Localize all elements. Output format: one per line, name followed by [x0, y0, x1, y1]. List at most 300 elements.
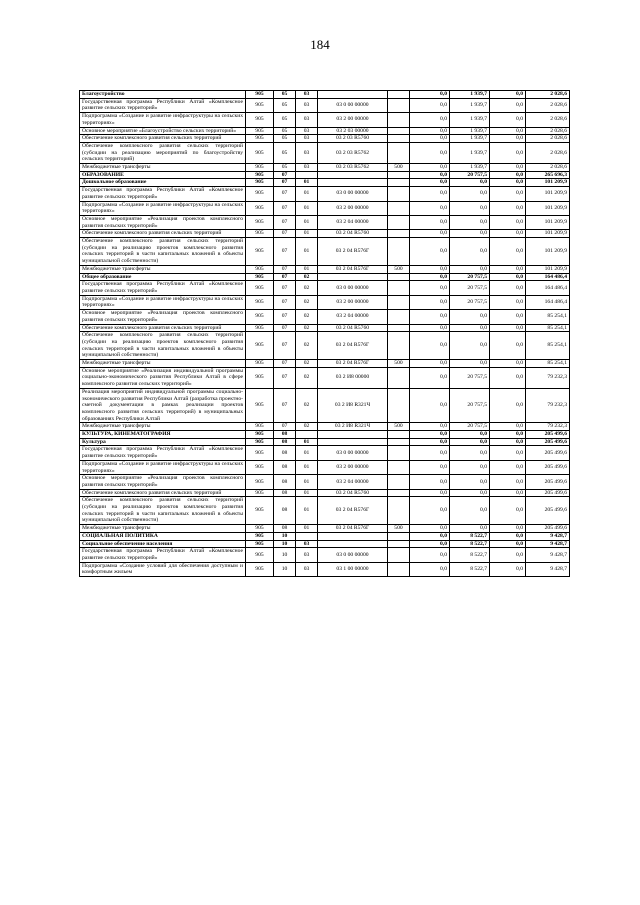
row-target-article-cell: 03 2 03 R5760	[318, 135, 388, 143]
row-value-4-cell: 164 486,4	[526, 273, 570, 281]
row-target-article-cell: 03 2 04 R576Г	[318, 497, 388, 525]
row-expense-type-cell: 500	[388, 265, 410, 273]
row-value-1-cell: 0,0	[410, 171, 450, 179]
table-row	[80, 135, 570, 143]
row-value-3-cell: 0,0	[490, 388, 526, 423]
row-subsection-cell: 02	[296, 324, 318, 332]
row-name-cell: Обеспечение комплексного развития сельских территорий (субсидии на реализацию мероприятий по благоустройству сельских территорий)	[80, 142, 246, 163]
row-subsection-cell: 02	[296, 310, 318, 324]
row-value-4-cell: 2 028,6	[526, 135, 570, 143]
row-section-cell: 10	[274, 532, 296, 540]
row-expense-type-cell	[388, 98, 410, 112]
row-grbs-cell: 905	[246, 310, 274, 324]
table-row	[80, 295, 570, 309]
row-value-2-cell: 20 757,5	[450, 171, 490, 179]
budget-table	[79, 90, 570, 577]
page-number: 184	[310, 37, 330, 52]
row-expense-type-cell	[388, 113, 410, 127]
row-value-1-cell: 0,0	[410, 431, 450, 439]
row-value-1-cell: 0,0	[410, 423, 450, 431]
row-value-4-cell: 2 028,6	[526, 127, 570, 135]
row-grbs-cell: 905	[246, 497, 274, 525]
row-value-1-cell: 0,0	[410, 446, 450, 460]
row-section-cell: 05	[274, 164, 296, 172]
row-grbs-cell: 905	[246, 215, 274, 229]
row-subsection-cell: 01	[296, 460, 318, 474]
row-subsection-cell	[296, 532, 318, 540]
row-value-3-cell: 0,0	[490, 295, 526, 309]
row-value-4-cell: 79 232,3	[526, 388, 570, 423]
row-section-cell: 05	[274, 127, 296, 135]
row-subsection-cell: 01	[296, 497, 318, 525]
row-value-2-cell: 20 757,5	[450, 281, 490, 295]
row-name-cell: Основное мероприятие «Благоустройство сельских территорий»	[80, 127, 246, 135]
row-value-2-cell: 0,0	[450, 497, 490, 525]
row-value-4-cell: 101 209,9	[526, 238, 570, 266]
row-subsection-cell: 01	[296, 201, 318, 215]
row-expense-type-cell	[388, 215, 410, 229]
row-subsection-cell: 01	[296, 215, 318, 229]
row-value-4-cell: 9 428,7	[526, 532, 570, 540]
row-name-cell: Обеспечение комплексного развития сельских территорий	[80, 230, 246, 238]
row-value-3-cell: 0,0	[490, 475, 526, 489]
table-row	[80, 201, 570, 215]
row-value-4-cell: 205 499,6	[526, 460, 570, 474]
row-value-2-cell: 0,0	[450, 475, 490, 489]
row-subsection-cell: 03	[296, 135, 318, 143]
row-subsection-cell: 03	[296, 164, 318, 172]
row-section-cell: 08	[274, 446, 296, 460]
row-name-cell: Обеспечение комплексного развития сельских территорий	[80, 135, 246, 143]
row-value-3-cell: 0,0	[490, 332, 526, 360]
row-expense-type-cell	[388, 562, 410, 576]
row-subsection-cell: 01	[296, 179, 318, 187]
row-section-cell: 07	[274, 230, 296, 238]
row-target-article-cell	[318, 532, 388, 540]
row-target-article-cell	[318, 179, 388, 187]
row-value-1-cell: 0,0	[410, 127, 450, 135]
row-grbs-cell: 905	[246, 475, 274, 489]
row-section-cell: 07	[274, 265, 296, 273]
row-subsection-cell: 03	[296, 142, 318, 163]
row-value-3-cell: 0,0	[490, 230, 526, 238]
row-subsection-cell: 01	[296, 489, 318, 497]
row-subsection-cell: 01	[296, 265, 318, 273]
row-value-2-cell: 0,0	[450, 431, 490, 439]
table-row	[80, 215, 570, 229]
row-subsection-cell: 02	[296, 367, 318, 388]
row-target-article-cell	[318, 171, 388, 179]
row-value-2-cell: 8 522,7	[450, 548, 490, 562]
row-target-article-cell: 03 0 00 00000	[318, 98, 388, 112]
row-subsection-cell: 02	[296, 332, 318, 360]
row-grbs-cell: 905	[246, 548, 274, 562]
row-name-cell: Государственная программа Республики Алтай «Комплексное развитие сельских территорий»	[80, 281, 246, 295]
row-value-2-cell: 0,0	[450, 438, 490, 446]
table-row	[80, 127, 570, 135]
table-row	[80, 388, 570, 423]
row-value-4-cell: 2 028,6	[526, 142, 570, 163]
row-name-cell: Обеспечение комплексного развития сельских территорий (субсидии на реализацию проектов комплексного развития сельских территорий в части капитальных вложений в объекты муниципальной собственности)	[80, 497, 246, 525]
row-expense-type-cell	[388, 497, 410, 525]
row-name-cell: Социальное обеспечение населения	[80, 540, 246, 548]
row-grbs-cell: 905	[246, 98, 274, 112]
row-value-1-cell: 0,0	[410, 98, 450, 112]
row-section-cell: 08	[274, 438, 296, 446]
row-value-1-cell: 0,0	[410, 489, 450, 497]
row-value-1-cell: 0,0	[410, 475, 450, 489]
row-expense-type-cell	[388, 142, 410, 163]
row-subsection-cell: 03	[296, 540, 318, 548]
row-value-3-cell: 0,0	[490, 446, 526, 460]
row-target-article-cell: 03 2 04 00000	[318, 310, 388, 324]
row-value-3-cell: 0,0	[490, 142, 526, 163]
row-name-cell: Общее образование	[80, 273, 246, 281]
row-value-1-cell: 0,0	[410, 367, 450, 388]
row-section-cell: 07	[274, 238, 296, 266]
row-expense-type-cell	[388, 324, 410, 332]
table-row	[80, 525, 570, 533]
row-name-cell: Государственная программа Республики Алтай «Комплексное развитие сельских территорий»	[80, 548, 246, 562]
row-value-4-cell: 101 209,9	[526, 230, 570, 238]
row-value-1-cell: 0,0	[410, 332, 450, 360]
row-subsection-cell: 02	[296, 388, 318, 423]
row-value-3-cell: 0,0	[490, 127, 526, 135]
row-value-3-cell: 0,0	[490, 113, 526, 127]
row-value-2-cell: 0,0	[450, 265, 490, 273]
row-expense-type-cell	[388, 187, 410, 201]
row-subsection-cell: 03	[296, 548, 318, 562]
row-grbs-cell: 905	[246, 91, 274, 99]
row-subsection-cell: 01	[296, 238, 318, 266]
row-target-article-cell: 03 2 00 00000	[318, 113, 388, 127]
row-value-2-cell: 1 939,7	[450, 135, 490, 143]
table-row	[80, 179, 570, 187]
row-value-4-cell: 205 499,6	[526, 475, 570, 489]
table-row	[80, 497, 570, 525]
row-name-cell: Межбюджетные трансферты	[80, 360, 246, 368]
row-value-1-cell: 0,0	[410, 273, 450, 281]
row-name-cell: Обеспечение комплексного развития сельских территорий (субсидии на реализацию проектов комплексного развития сельских территорий в части капитальных вложений в объекты муниципальной собственности)	[80, 238, 246, 266]
row-value-3-cell: 0,0	[490, 548, 526, 562]
row-target-article-cell: 03 2 04 R5760	[318, 230, 388, 238]
row-section-cell: 10	[274, 540, 296, 548]
row-target-article-cell: 03 2 04 R576Г	[318, 360, 388, 368]
row-value-3-cell: 0,0	[490, 164, 526, 172]
row-grbs-cell: 905	[246, 489, 274, 497]
row-expense-type-cell	[388, 548, 410, 562]
row-expense-type-cell: 500	[388, 525, 410, 533]
row-section-cell: 07	[274, 324, 296, 332]
row-target-article-cell: 03 2 04 00000	[318, 215, 388, 229]
row-name-cell: Подпрограмма «Создание и развитие инфраструктуры на сельских территориях»	[80, 201, 246, 215]
row-value-4-cell: 2 028,6	[526, 113, 570, 127]
row-value-3-cell: 0,0	[490, 497, 526, 525]
row-value-3-cell: 0,0	[490, 431, 526, 439]
row-value-3-cell: 0,0	[490, 367, 526, 388]
row-value-3-cell: 0,0	[490, 135, 526, 143]
row-value-2-cell: 20 757,5	[450, 388, 490, 423]
row-name-cell: КУЛЬТУРА, КИНЕМАТОГРАФИЯ	[80, 431, 246, 439]
row-value-2-cell: 0,0	[450, 324, 490, 332]
row-section-cell: 08	[274, 525, 296, 533]
row-value-4-cell: 2 028,6	[526, 164, 570, 172]
row-value-2-cell: 0,0	[450, 460, 490, 474]
row-expense-type-cell	[388, 127, 410, 135]
row-name-cell: Государственная программа Республики Алтай «Комплексное развитие сельских территорий»	[80, 446, 246, 460]
row-expense-type-cell	[388, 446, 410, 460]
row-name-cell: Государственная программа Республики Алтай «Комплексное развитие сельских территорий»	[80, 187, 246, 201]
row-value-4-cell: 164 486,4	[526, 295, 570, 309]
row-target-article-cell: 03 2 03 R5762	[318, 142, 388, 163]
row-name-cell: Подпрограмма «Создание и развитие инфраструктуры на сельских территориях»	[80, 295, 246, 309]
row-name-cell: СОЦИАЛЬНАЯ ПОЛИТИКА	[80, 532, 246, 540]
row-target-article-cell: 03 2 04 R5760	[318, 324, 388, 332]
row-grbs-cell: 905	[246, 332, 274, 360]
row-value-1-cell: 0,0	[410, 187, 450, 201]
row-section-cell: 07	[274, 310, 296, 324]
row-section-cell: 05	[274, 113, 296, 127]
row-target-article-cell: 03 2 04 R5760	[318, 489, 388, 497]
row-target-article-cell	[318, 540, 388, 548]
row-value-1-cell: 0,0	[410, 164, 450, 172]
row-grbs-cell: 905	[246, 324, 274, 332]
row-target-article-cell: 03 2 И8 R321Ч	[318, 423, 388, 431]
row-value-2-cell: 1 939,7	[450, 98, 490, 112]
table-row	[80, 281, 570, 295]
row-value-4-cell: 101 209,9	[526, 201, 570, 215]
row-value-2-cell: 8 522,7	[450, 540, 490, 548]
row-section-cell: 08	[274, 475, 296, 489]
row-value-1-cell: 0,0	[410, 438, 450, 446]
row-value-4-cell: 9 428,7	[526, 562, 570, 576]
table-row	[80, 164, 570, 172]
row-expense-type-cell	[388, 332, 410, 360]
row-name-cell: Подпрограмма «Создание условий для обеспечения доступным и комфортным жильем	[80, 562, 246, 576]
row-value-1-cell: 0,0	[410, 388, 450, 423]
row-name-cell: Благоустройство	[80, 91, 246, 99]
table-row	[80, 532, 570, 540]
row-value-3-cell: 0,0	[490, 281, 526, 295]
row-name-cell: Обеспечение комплексного развития сельских территорий	[80, 489, 246, 497]
row-value-3-cell: 0,0	[490, 215, 526, 229]
row-grbs-cell: 905	[246, 532, 274, 540]
row-value-2-cell: 0,0	[450, 187, 490, 201]
row-grbs-cell: 905	[246, 135, 274, 143]
row-grbs-cell: 905	[246, 171, 274, 179]
row-grbs-cell: 905	[246, 113, 274, 127]
row-value-1-cell: 0,0	[410, 230, 450, 238]
row-value-1-cell: 0,0	[410, 91, 450, 99]
row-value-3-cell: 0,0	[490, 460, 526, 474]
row-value-1-cell: 0,0	[410, 265, 450, 273]
row-grbs-cell: 905	[246, 201, 274, 215]
row-value-3-cell: 0,0	[490, 273, 526, 281]
row-value-2-cell: 0,0	[450, 446, 490, 460]
row-value-2-cell: 20 757,5	[450, 273, 490, 281]
row-value-4-cell: 101 209,9	[526, 215, 570, 229]
row-expense-type-cell	[388, 238, 410, 266]
row-expense-type-cell	[388, 91, 410, 99]
row-grbs-cell: 905	[246, 238, 274, 266]
row-name-cell: Реализация мероприятий индивидуальной программы социально-экономического развития Республики Алтай (разработка проектно-сметной документации в рамках реализации проектов комплексного развития сельских территорий) в муниципальных образованиях Республики Алтай	[80, 388, 246, 423]
row-value-2-cell: 0,0	[450, 238, 490, 266]
row-value-3-cell: 0,0	[490, 360, 526, 368]
row-value-4-cell: 205 499,6	[526, 497, 570, 525]
row-value-1-cell: 0,0	[410, 113, 450, 127]
row-section-cell: 07	[274, 201, 296, 215]
row-value-2-cell: 0,0	[450, 230, 490, 238]
row-target-article-cell: 03 2 04 00000	[318, 475, 388, 489]
row-expense-type-cell	[388, 489, 410, 497]
row-expense-type-cell	[388, 135, 410, 143]
row-value-4-cell: 85 254,1	[526, 324, 570, 332]
table-row	[80, 562, 570, 576]
row-target-article-cell: 03 0 00 00000	[318, 446, 388, 460]
row-name-cell: ОБРАЗОВАНИЕ	[80, 171, 246, 179]
table-row	[80, 431, 570, 439]
table-row	[80, 367, 570, 388]
row-value-3-cell: 0,0	[490, 171, 526, 179]
row-expense-type-cell	[388, 281, 410, 295]
row-target-article-cell: 03 2 03 00000	[318, 127, 388, 135]
row-value-4-cell: 205 499,6	[526, 489, 570, 497]
row-value-1-cell: 0,0	[410, 562, 450, 576]
row-value-4-cell: 85 254,1	[526, 332, 570, 360]
row-section-cell: 08	[274, 489, 296, 497]
row-expense-type-cell	[388, 540, 410, 548]
row-value-1-cell: 0,0	[410, 142, 450, 163]
table-row	[80, 273, 570, 281]
row-name-cell: Подпрограмма «Создание и развитие инфраструктуры на сельских территориях»	[80, 460, 246, 474]
row-value-1-cell: 0,0	[410, 295, 450, 309]
row-value-2-cell: 0,0	[450, 332, 490, 360]
row-value-2-cell: 20 757,5	[450, 367, 490, 388]
table-row	[80, 332, 570, 360]
row-grbs-cell: 905	[246, 388, 274, 423]
row-name-cell: Государственная программа Республики Алтай «Комплексное развитие сельских территорий»	[80, 98, 246, 112]
row-value-1-cell: 0,0	[410, 460, 450, 474]
row-section-cell: 07	[274, 423, 296, 431]
row-value-4-cell: 2 028,6	[526, 91, 570, 99]
row-section-cell: 08	[274, 460, 296, 474]
table-row	[80, 489, 570, 497]
row-section-cell: 07	[274, 171, 296, 179]
row-subsection-cell: 01	[296, 475, 318, 489]
row-subsection-cell: 01	[296, 187, 318, 201]
row-grbs-cell: 905	[246, 230, 274, 238]
row-name-cell: Межбюджетные трансферты	[80, 525, 246, 533]
row-target-article-cell: 03 2 04 R576Г	[318, 265, 388, 273]
row-expense-type-cell: 500	[388, 164, 410, 172]
row-target-article-cell: 03 2 И8 R321Ч	[318, 388, 388, 423]
row-value-3-cell: 0,0	[490, 540, 526, 548]
table-row	[80, 98, 570, 112]
row-grbs-cell: 905	[246, 179, 274, 187]
row-grbs-cell: 905	[246, 525, 274, 533]
row-grbs-cell: 905	[246, 187, 274, 201]
table-row	[80, 475, 570, 489]
row-grbs-cell: 905	[246, 127, 274, 135]
row-subsection-cell: 02	[296, 273, 318, 281]
row-grbs-cell: 905	[246, 360, 274, 368]
row-value-4-cell: 101 209,9	[526, 187, 570, 201]
row-section-cell: 10	[274, 562, 296, 576]
row-value-3-cell: 0,0	[490, 310, 526, 324]
row-value-3-cell: 0,0	[490, 562, 526, 576]
row-value-1-cell: 0,0	[410, 310, 450, 324]
row-subsection-cell: 02	[296, 423, 318, 431]
row-name-cell: Межбюджетные трансферты	[80, 164, 246, 172]
row-target-article-cell: 03 2 И8 00000	[318, 367, 388, 388]
row-value-4-cell: 2 028,6	[526, 98, 570, 112]
row-expense-type-cell	[388, 431, 410, 439]
row-subsection-cell: 03	[296, 91, 318, 99]
row-expense-type-cell	[388, 460, 410, 474]
row-value-2-cell: 1 939,7	[450, 164, 490, 172]
row-target-article-cell: 03 2 00 00000	[318, 295, 388, 309]
row-target-article-cell	[318, 438, 388, 446]
row-value-1-cell: 0,0	[410, 179, 450, 187]
row-section-cell: 08	[274, 431, 296, 439]
row-subsection-cell	[296, 171, 318, 179]
row-value-3-cell: 0,0	[490, 423, 526, 431]
row-expense-type-cell	[388, 388, 410, 423]
row-value-1-cell: 0,0	[410, 238, 450, 266]
row-section-cell: 07	[274, 388, 296, 423]
row-target-article-cell: 03 2 04 R576Г	[318, 525, 388, 533]
table-row	[80, 187, 570, 201]
table-row	[80, 142, 570, 163]
row-value-4-cell: 101 209,9	[526, 265, 570, 273]
row-subsection-cell: 02	[296, 281, 318, 295]
row-section-cell: 07	[274, 295, 296, 309]
row-subsection-cell: 02	[296, 295, 318, 309]
row-subsection-cell: 03	[296, 127, 318, 135]
row-name-cell: Культура	[80, 438, 246, 446]
row-value-2-cell: 0,0	[450, 525, 490, 533]
row-target-article-cell	[318, 431, 388, 439]
row-section-cell: 05	[274, 135, 296, 143]
row-target-article-cell: 03 0 00 00000	[318, 187, 388, 201]
row-target-article-cell: 03 2 00 00000	[318, 460, 388, 474]
row-grbs-cell: 905	[246, 281, 274, 295]
row-subsection-cell: 03	[296, 113, 318, 127]
row-value-3-cell: 0,0	[490, 489, 526, 497]
table-row	[80, 310, 570, 324]
row-expense-type-cell	[388, 438, 410, 446]
row-value-2-cell: 0,0	[450, 179, 490, 187]
row-grbs-cell: 905	[246, 460, 274, 474]
row-section-cell: 08	[274, 497, 296, 525]
row-value-4-cell: 205 499,6	[526, 525, 570, 533]
table-row	[80, 324, 570, 332]
table-row	[80, 113, 570, 127]
table-row	[80, 230, 570, 238]
row-section-cell: 10	[274, 548, 296, 562]
row-value-4-cell: 164 486,4	[526, 281, 570, 295]
row-name-cell: Обеспечение комплексного развития сельских территорий (субсидии на реализацию проектов комплексного развития сельских территорий в части капитальных вложений в объекты муниципальной собственности)	[80, 332, 246, 360]
row-value-2-cell: 20 757,5	[450, 295, 490, 309]
row-section-cell: 07	[274, 332, 296, 360]
table-row	[80, 91, 570, 99]
row-value-1-cell: 0,0	[410, 281, 450, 295]
row-name-cell: Дошкольное образование	[80, 179, 246, 187]
row-subsection-cell: 03	[296, 98, 318, 112]
row-grbs-cell: 905	[246, 446, 274, 460]
row-section-cell: 07	[274, 179, 296, 187]
row-name-cell: Подпрограмма «Создание и развитие инфраструктуры на сельских территориях»	[80, 113, 246, 127]
